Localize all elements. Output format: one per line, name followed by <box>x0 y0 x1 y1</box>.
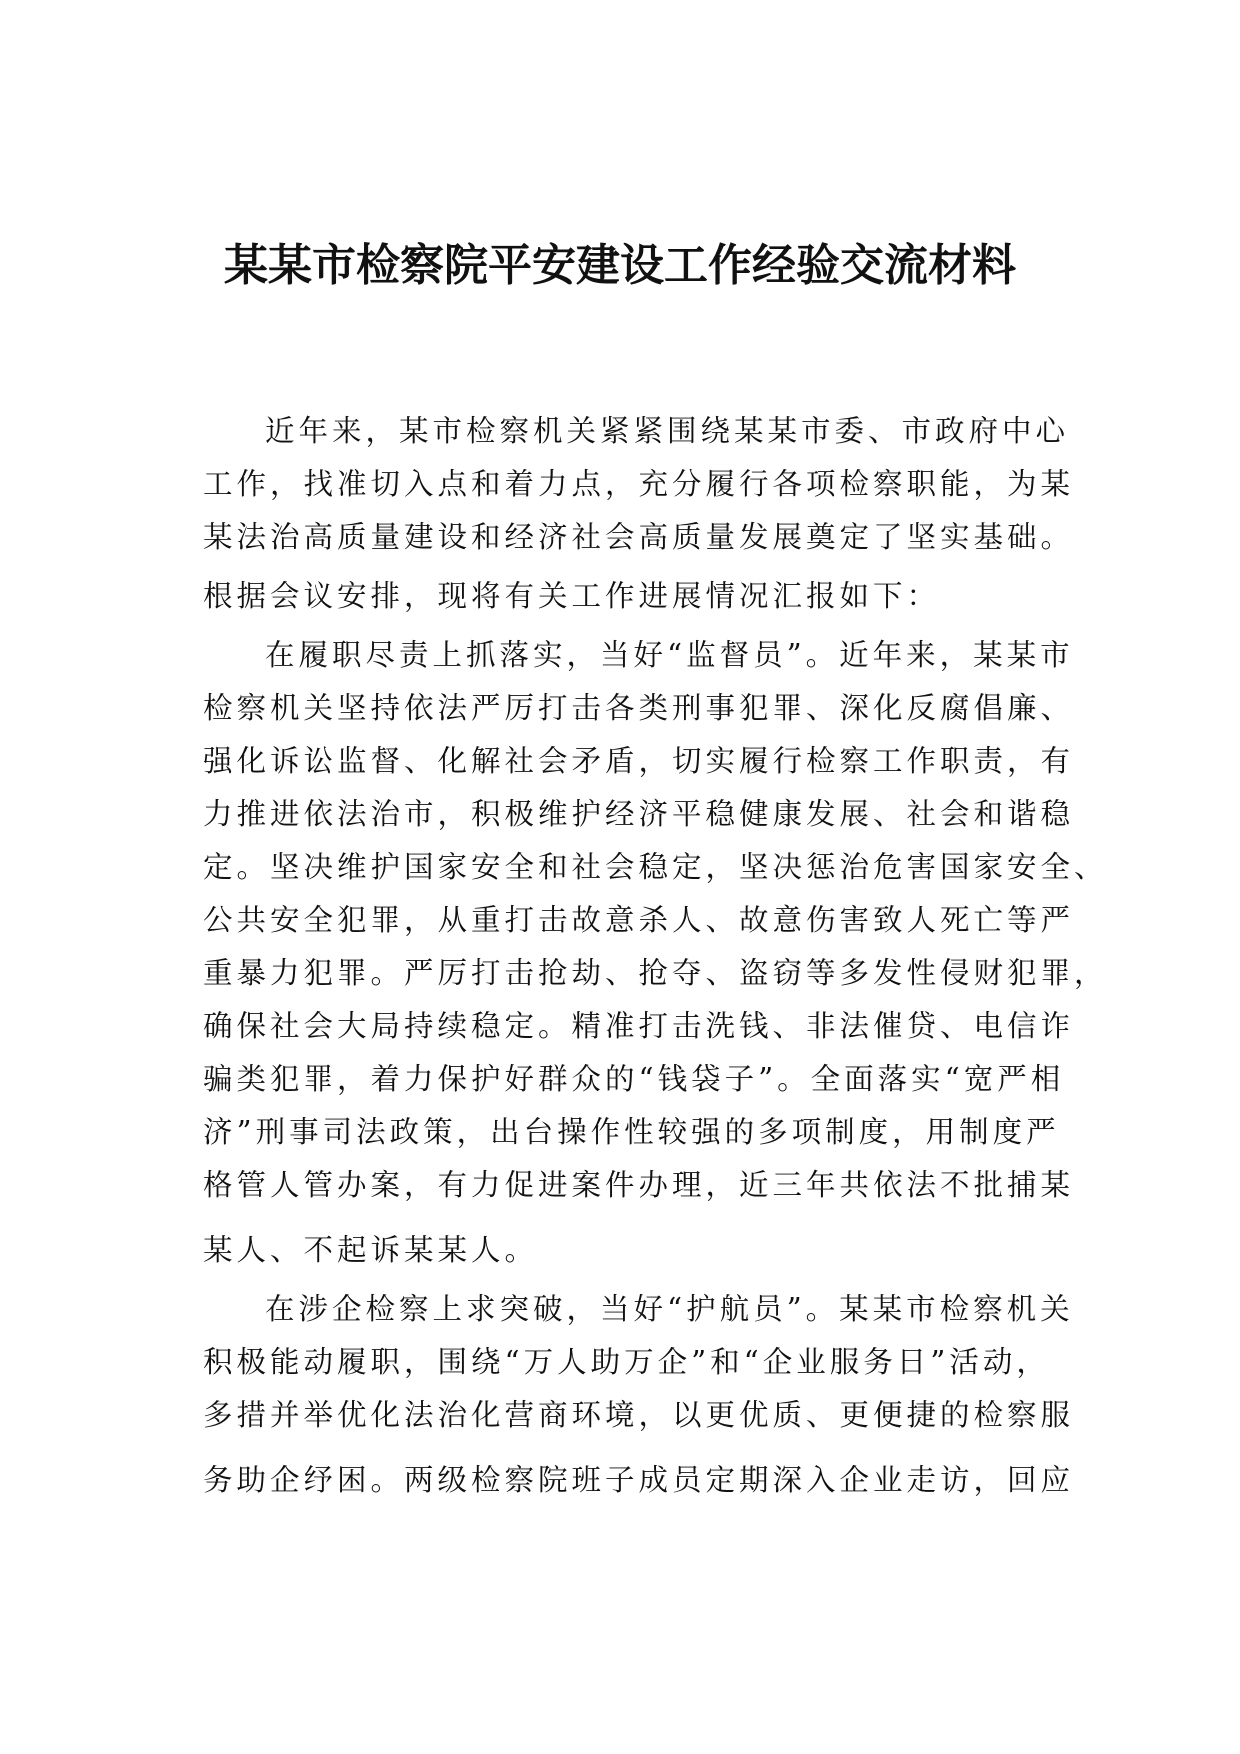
paragraph-line: 某人、不起诉某某人。 <box>203 1233 539 1267</box>
paragraph-line: 根据会议安排，现将有关工作进展情况汇报如下： <box>203 579 941 613</box>
document-body <box>203 405 1108 1507</box>
paragraph-line: 检察机关坚持依法严厉打击各类刑事犯罪、深化反腐倡廉、 <box>203 691 1075 725</box>
paragraph-line: 重暴力犯罪。严厉打击抢劫、抢夺、盗窃等多发性侵财犯罪， <box>203 956 1108 990</box>
document-title: 某某市检察院平安建设工作经验交流材料 <box>224 240 1016 291</box>
paragraph-line: 工作，找准切入点和着力点，充分履行各项检察职能，为某 <box>203 467 1075 501</box>
paragraph-line: 在履职尽责上抓落实，当好“监督员”。近年来，某某市 <box>265 638 1074 672</box>
paragraph-line: 在涉企检察上求突破，当好“护航员”。某某市检察机关 <box>265 1292 1074 1326</box>
paragraph-line: 定。坚决维护国家安全和社会稳定，坚决惩治危害国家安全、 <box>203 850 1108 884</box>
paragraph-line: 多措并举优化法治化营商环境，以更优质、更便捷的检察服 <box>203 1398 1075 1432</box>
paragraph-line: 某法治高质量建设和经济社会高质量发展奠定了坚实基础。 <box>203 520 1075 554</box>
paragraph-line: 强化诉讼监督、化解社会矛盾，切实履行检察工作职责，有 <box>203 744 1075 778</box>
paragraph-line: 积极能动履职，围绕“万人助万企”和“企业服务日”活动， <box>203 1345 1050 1379</box>
paragraph-line: 公共安全犯罪，从重打击故意杀人、故意伤害致人死亡等严 <box>203 903 1075 937</box>
paragraph-line: 格管人管办案，有力促进案件办理，近三年共依法不批捕某 <box>203 1168 1075 1202</box>
paragraph-line: 力推进依法治市，积极维护经济平稳健康发展、社会和谐稳 <box>203 797 1075 831</box>
paragraph-line: 确保社会大局持续稳定。精准打击洗钱、非法催贷、电信诈 <box>203 1009 1075 1043</box>
paragraph-line: 务助企纾困。两级检察院班子成员定期深入企业走访，回应 <box>203 1463 1075 1497</box>
paragraph-line: 济”刑事司法政策，出台操作性较强的多项制度，用制度严 <box>203 1115 1060 1149</box>
paragraph-line: 近年来，某市检察机关紧紧围绕某某市委、市政府中心 <box>265 414 1070 448</box>
paragraph-line: 骗类犯罪，着力保护好群众的“钱袋子”。全面落实“宽严相 <box>203 1062 1065 1096</box>
